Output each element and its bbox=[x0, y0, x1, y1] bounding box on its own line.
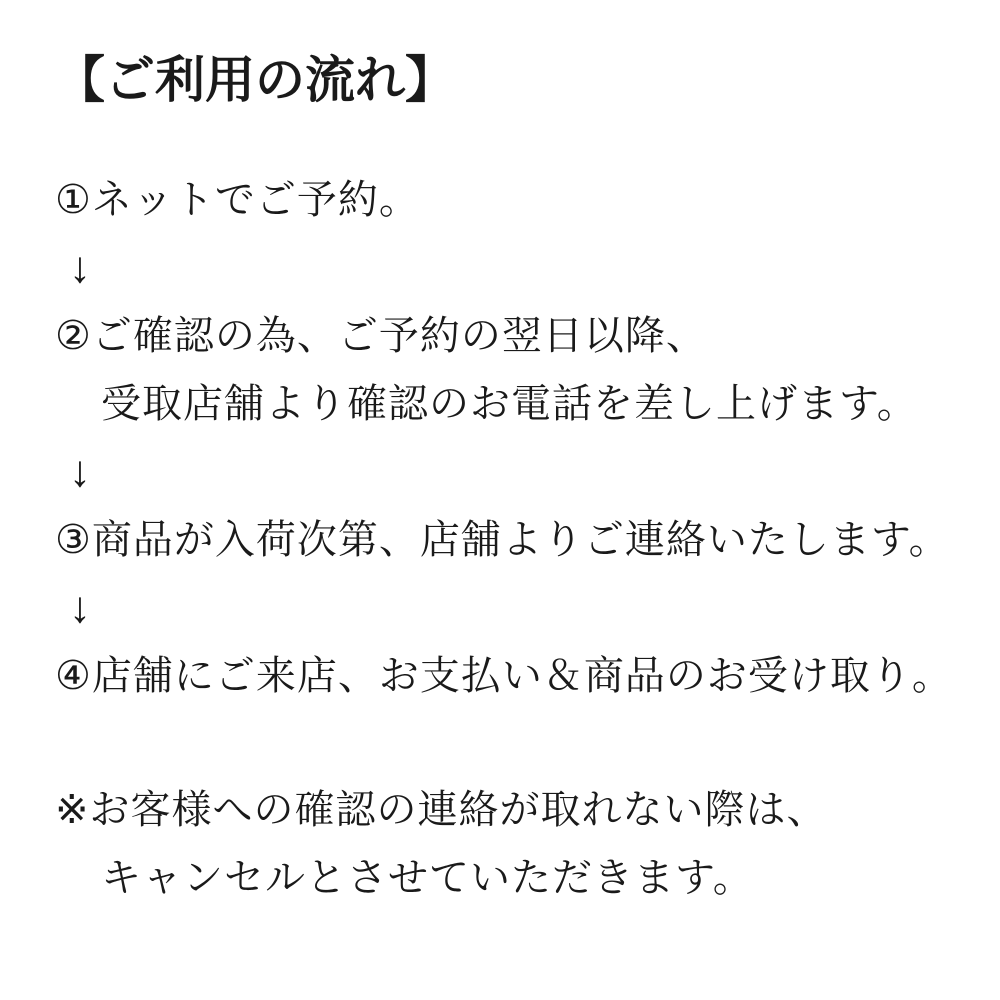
note-text-line-1: ※お客様への確認の連絡が取れない際は、 bbox=[55, 788, 828, 832]
step-4-text: ④店舗にご来店、お支払い＆商品のお受け取り。 bbox=[55, 654, 953, 698]
down-arrow-icon: ↓ bbox=[69, 447, 91, 496]
step-3-text: ③商品が入荷次第、店舗よりご連絡いたします。 bbox=[55, 518, 950, 562]
cancellation-note bbox=[55, 776, 970, 912]
flow-steps bbox=[55, 166, 970, 710]
down-arrow-icon: ↓ bbox=[69, 583, 91, 632]
step-2-text-line-1: ②ご確認の為、ご予約の翌日以降、 bbox=[55, 314, 707, 358]
note-text-line-2: キャンセルとさせていただきます。 bbox=[101, 856, 754, 900]
page-title: 【ご利用の流れ】 bbox=[55, 52, 455, 108]
step-2-text-line-2: 受取店舗より確認のお電話を差し上げます。 bbox=[101, 382, 918, 426]
step-1-text: ①ネットでご予約。 bbox=[55, 178, 420, 222]
down-arrow-icon: ↓ bbox=[69, 243, 91, 292]
